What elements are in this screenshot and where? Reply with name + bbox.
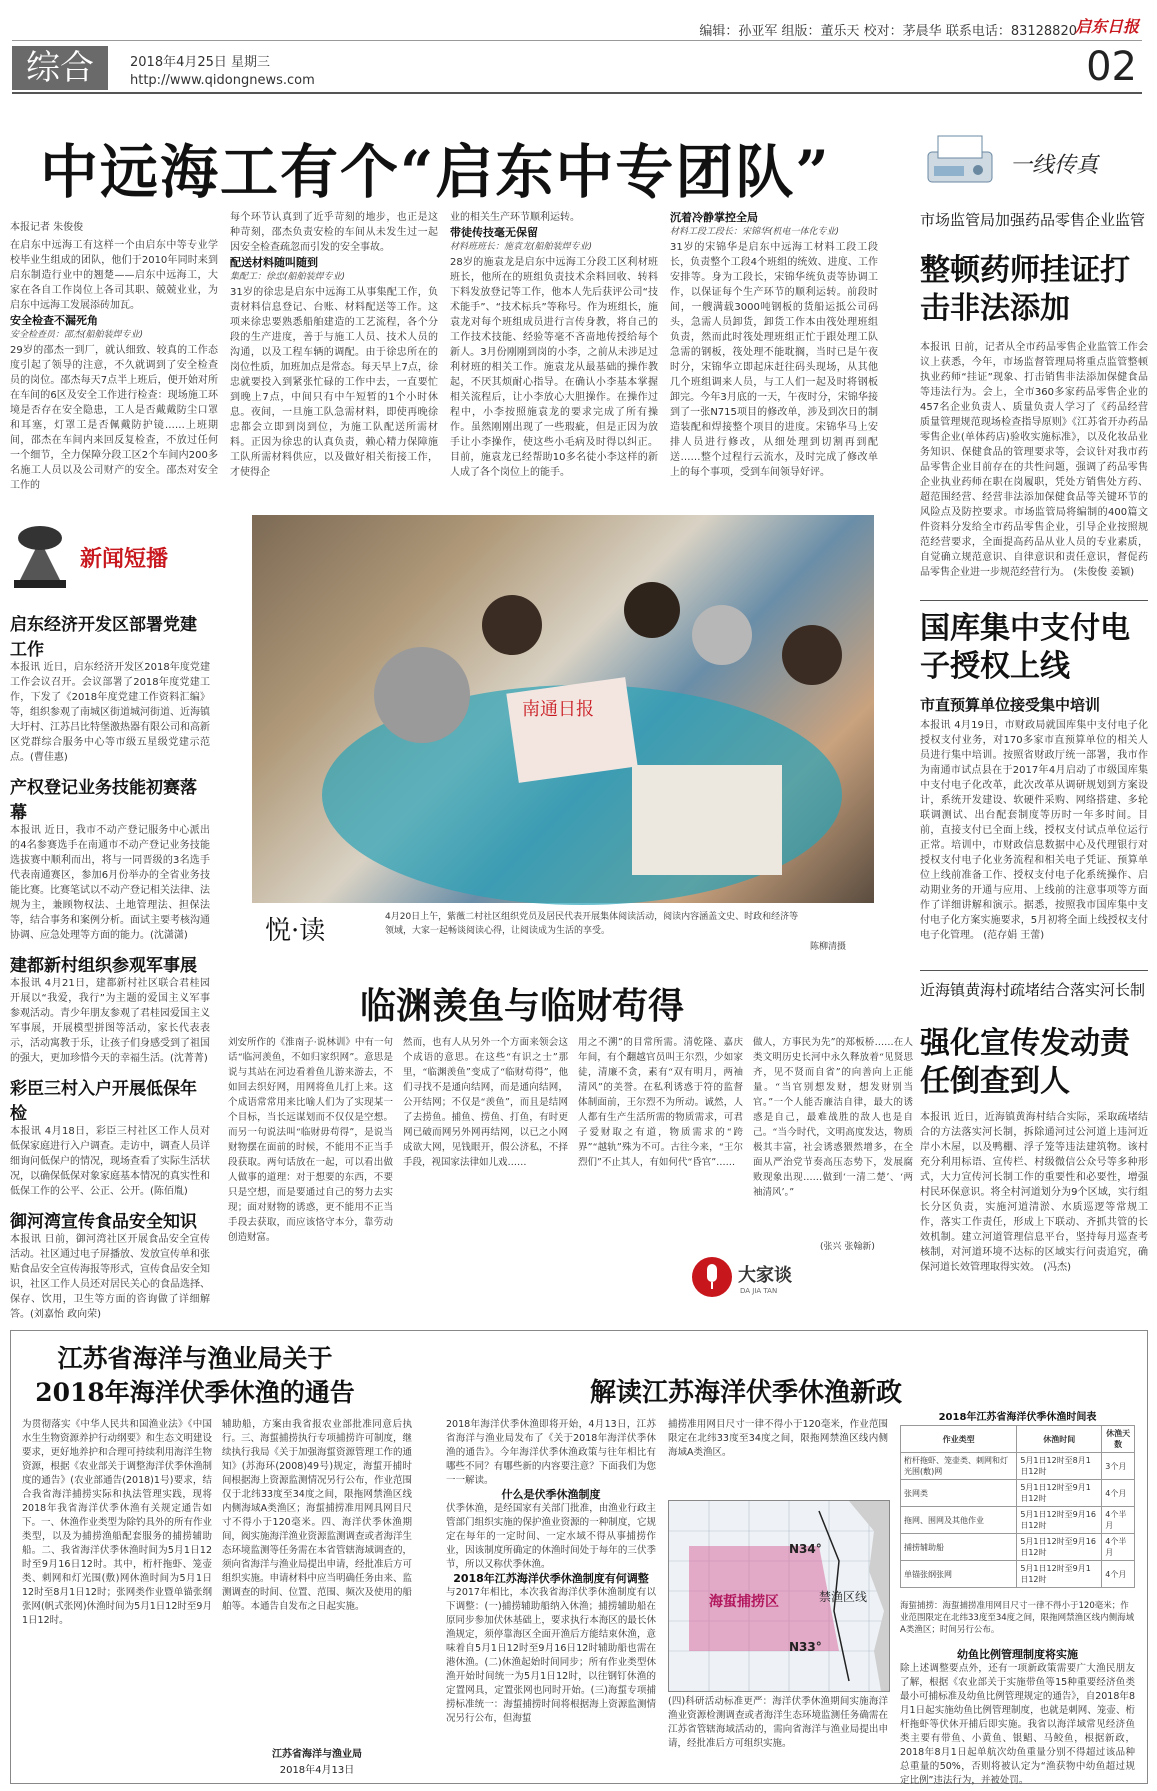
fax-credit: (朱俊俊 姜颖) [1073, 567, 1135, 578]
date-line [130, 54, 315, 90]
treasury-body [920, 718, 1148, 966]
issue-date: 2018年4月25日 星期三 [130, 55, 271, 70]
essay-col-1: 刘安所作的《淮南子·说林训》中有一句话“临河羡鱼，不如归家织网”。意思是说与其站在河边看着鱼儿游来游去，不如回去织好网，用网将鱼儿打上来。这个成语常常用来比喻人们为了实现某一个目标，当长远谋划而不仅仅是空想。而另一句说法叫“临财毋苟得”，是说当财物摆在面前的时候，不能用不正当手段获取。两句话放在一起，可以看出做人做事的道理：对于想要的东西，不要只是空想，而是要通过自己的努力去实现；面对财物的诱惑，更不能用不正当手段去获取，而应该恪守本分，靠劳动创造财富。 [228, 1037, 393, 1243]
brief-item [10, 951, 210, 1066]
section-tag: 综合 [12, 46, 108, 90]
table-cell: 5月1日12时至9月16日12时 [1017, 1507, 1102, 1534]
table-cell: 4个半月 [1102, 1534, 1135, 1561]
fishing-map [668, 1500, 890, 1692]
brief-credit: (刘嘉怡 政向荣) [30, 1309, 101, 1320]
brief-credit: (沈菁菁) [170, 1053, 208, 1064]
table-row [901, 1453, 1135, 1480]
table-row [901, 1480, 1135, 1507]
photo-person [782, 625, 842, 685]
notice-date: 2018年4月13日 [279, 1765, 355, 1776]
explain-q3: 幼鱼比例管理制度将实施 [957, 1648, 1078, 1661]
table-row [901, 1561, 1135, 1588]
lead-subhead-3-person: 材料班班长：施袁龙(船舶装焊专业) [450, 242, 593, 252]
treasury-credit: (范存娟 王蕾) [983, 930, 1045, 941]
table-cell: 拖网、围网及其他作业 [901, 1507, 1017, 1534]
notice-col-2: 辅助船，方案由我省报农业部批准同意后执行。三、海蜇捕捞执行专项捕捞许可制度，继续执行我局《关于加强海蜇资源管理工作的通知》(苏海环(2008)49号)规定，海蜇开捕时间根据海上资源监测情况另行公布，作业范围仅于北纬33度至34度之间，限拖网禁渔区线内侧海域A类渔区；海蜇捕捞准用网具网目尺寸不得小于120毫米。四、海洋伏季休渔期间，阀实施海洋渔业资源监测调查或者海洋生态环境监测等任务需在本省管辖海域调查的，须向省海洋与渔业局提出申请，经批准后方可组织实施。申请材料中应当明确任务由来、监测调查的时间、位置、范围、频次及使用的船舶等。本通告自发布之日起实施。 [222, 1419, 413, 1612]
treasury-kicker: 市直预算单位接受集中培训 [920, 696, 1101, 714]
photo-credit: 陈柳清摄 [810, 942, 847, 952]
fax-banner [920, 130, 1148, 200]
table-cell: 单锚张纲张网 [901, 1561, 1017, 1588]
photo-newspaper [506, 677, 637, 783]
lead-subhead-1: 安全检查不漏死角 [10, 314, 98, 327]
explain-col-1 [446, 1418, 656, 1770]
brief-text: 本报讯 4月21日，建都新村社区联合君桂园开展以“我爱，我行”为主题的爱国主义军事参观活动。青少年朋友参观了君桂园爱国主义军事展，开展模型拼图等活动，家长代表表示，活动寓教于乐，让孩子们身感受到了祖国的强大，更加珍惜今天的幸福生活。(沈菁菁) [10, 978, 210, 1064]
treasury-headline: 国库集中支付电子授权上线 [920, 611, 1130, 684]
closure-table [900, 1425, 1135, 1588]
jinhai-body [920, 1110, 1148, 1320]
notice-issuer: 江苏省海洋与渔业局 [272, 1749, 362, 1760]
newspaper-logo: 启东日报 [1074, 17, 1139, 36]
lead-col-1 [10, 238, 218, 506]
lead-col-4 [670, 210, 878, 506]
table-cell: 5月1日12时至9月16日12时 [1017, 1534, 1102, 1561]
photo-person [692, 605, 752, 665]
brief-title: 产权登记业务技能初赛落幕 [10, 778, 197, 823]
map-label-n33: N33° [789, 1640, 822, 1654]
closure-table-title: 2018年江苏省海洋伏季休渔时间表 [938, 1412, 1097, 1423]
table-cell: 3个月 [1102, 1453, 1135, 1480]
essay-headline: 临渊羡鱼与临财苟得 [360, 985, 685, 1027]
briefs-logo [10, 520, 210, 600]
photo-person [482, 595, 542, 655]
brief-text: 本报讯 日前，御河湾社区开展食品安全宣传活动。社区通过电子屏播放、发放宣传单和张贴食品安全宣传海报等形式，宣传食品安全知识，社区工作人员还对居民关心的食品选择、保存、饮用，卫生等方面的咨询做了详细解答。(刘嘉怡 政向荣) [10, 1234, 210, 1320]
brief-title: 启东经济开发区部署党建工作 [10, 615, 197, 660]
notice-col-1: 为贯彻落实《中华人民共和国渔业法》《中国水生生物资源养护行动纲要》和生态文明建设要求，更好地养护和合理可持续利用海洋生物资源，根据《农业部关于调整海洋伏季休渔制度的通告》(农业部通告(2018)1号)要求，结合我省海洋捕捞实际和执法管理实践，现将2018年我省海洋伏季休渔有关规定通告如下。一、休渔作业类型为除钓具外的所有作业类型，以及为捕捞渔船配套服务的捕捞辅助船。二、我省海洋伏季休渔时间为5月1日12时至9月16日12时。其中，桁杆拖虾、笼壶类、刺网和灯光围(敷)网休渔时间为5月1日12时至8月1日12时；张网类作业暨单锚张纲张网(帆式张网)休渔时间为5月1日12时至9月1日12时。 [22, 1419, 213, 1626]
table-cell: 4个月 [1102, 1480, 1135, 1507]
brief-text: 本报讯 4月18日，彩臣三村社区工作人员对低保家庭进行入户调查。走访中，调查人员详细询问低保户的情况，现场查看了实际生活状况，以确保低保对象家庭基本情况的真实性和低保工作的公平、公正、公开。(陈佰胤) [10, 1126, 210, 1197]
explain-col-3: 除上述调整要点外，还有一项新政策需要广大渔民朋友了解，根据《农业部关于实施带鱼等15种重要经济鱼类最小可捕标准及幼鱼比例管理规定的通告》，自2018年8月1日起实施幼鱼比例管理制度，也就是刺网、笼壶、桁杆拖虾等伏休开捕后即实施。我省以海洋域常见经济鱼类主要有带鱼、小黄鱼、银鲳、马鲛鱼，根据新政，2018年8月1日起单航次幼鱼重量分别不得超过该品种总重量的50%，否则将被认定为“渔获物中幼鱼超过规定比例”违法行为，并被处罚。 [900, 1663, 1135, 1786]
explain-headline: 解读江苏海洋伏季休渔新政 [590, 1378, 903, 1408]
header-rule [12, 40, 1142, 41]
fax-kicker: 市场监管局加强药品零售企业监管 [920, 211, 1146, 229]
editor-credits: 编辑：孙亚军 组版：董乐天 校对：茅晨华 联系电话：83128820 [699, 24, 1077, 39]
treasury-rule [920, 970, 1148, 971]
brief-item [10, 1074, 210, 1199]
page-number: 02 [1086, 44, 1137, 90]
fax-logo: 一线传真 [1010, 153, 1099, 178]
photo-section-label: 悦·读 [265, 916, 326, 946]
lead-col-2-intro: 每个环节认真到了近乎苛刻的地步，也正是这种苛刻，邵杰负责安检的车间从未发生过一起因安全检查疏忽而引发的安全事故。 [230, 212, 438, 253]
photo-scene [252, 515, 874, 903]
microphone-icon [690, 1255, 734, 1299]
table-cell: 5月1日12时至8月1日12时 [1017, 1453, 1102, 1480]
lead-col-2 [230, 210, 438, 506]
table-cell: 4个半月 [1102, 1507, 1135, 1534]
treasury-text: 本报讯 4月19日，市财政局就国库集中支付电子化授权支付业务，对170多家市直预算单位的相关人员进行集中培训。按照省财政厅统一部署，我市作为南通市试点县在于2017年4月启动了市级国库集中支付电子化改革，此次改革从调研规划到方案设计，系统开发建设、软硬件采购、网络搭建、多轮联调测试、出台配套制度等历时一年多时间。目前，直接支付已全面上线，授权支付试点单位运行正常。培训中，市财政信息数据中心及代理银行对授权支付电子化业务流程和相关电子凭证、预算单位上线前准备工作、授权支付电子化系统操作、启动期业务的开通与应用、上线前的注意事项等方面作了详细讲解和演示。据悉，按照我市国库集中支付电子化方案实施要求，5月初将全面上线授权支付电子化管理。 [920, 720, 1148, 941]
brief-item [10, 610, 210, 765]
lead-subhead-1-person: 安全检查员：邵杰(船舶装焊专业) [10, 330, 144, 340]
explain-a1: 伏季休渔，是经国家有关部门批准，由渔业行政主管部门组织实施的保护渔业资源的一种制度，它规定在每年的一定时间、一定水域不得从事捕捞作业，因该制度所确定的休渔时间处于每年的三伏季节，所以又称伏季休渔。 [446, 1503, 656, 1570]
lead-col-3-intro: 业的相关生产环节顺利运转。 [450, 212, 580, 223]
essay-col-2: 然而，也有人从另外一个方面来领会这个成语的意思。在这些“有识之士”那里，“临渊羡鱼”变成了“临财苟得”，他们寻找不是通向结网，而是通向结网，公开结网；不仅是“羡鱼”，而且是结网了去捞鱼。捕鱼、捞鱼、打鱼，有时更网已破而网另外网再结网，以已之小网成欲大网，见钱眼开，假公济私，不择手段，视国家法律如儿戏…… [403, 1037, 568, 1168]
fax-body [920, 340, 1148, 590]
closure-table-header [901, 1426, 1135, 1453]
table-cell: 捕捞辅助船 [901, 1534, 1017, 1561]
lead-headline: 中远海工有个“启东中专团队” [40, 138, 831, 206]
notice-headline: 江苏省海洋与渔业局关于2018年海洋伏季休渔的通告 [35, 1344, 355, 1407]
brief-item [10, 1207, 210, 1322]
fishing-map-drawing [669, 1501, 889, 1691]
table-header-cell: 休渔时间 [1017, 1426, 1102, 1453]
fax-rule [920, 600, 1148, 601]
brief-credit: (沈潇潇) [150, 930, 188, 941]
photo-caption: 4月20日上午，紫薇二村社区组织党员及居民代表开展集体阅读活动，阅读内容涵盖文史、时政和经济等领域，大家一起畅谈阅读心得，让阅读成为生活的享受。 [385, 912, 799, 936]
explain-col-2: 捕捞准用网目尺寸一律不得小于120毫米，作业范围限定在北纬33度至34度之间，限拖网禁渔区线内侧海域A类渔区。 [668, 1419, 888, 1458]
table-cell: 张网类 [901, 1480, 1017, 1507]
table-cell: 4个月 [1102, 1561, 1135, 1588]
photo-newspaper-masthead: 南通日报 [522, 699, 594, 720]
table-row [901, 1507, 1135, 1534]
jinhai-text: 本报讯 近日，近海镇黄海村结合实际，采取疏堵结合的方法落实河长制，拆除通河过公河道上违河近岸小木屋，以及鸭棚、浮子笼等违法建筑物。该村充分利用标语、宣传栏、村级微信公众号等多种形式，大力宣传河长制工作的重要性和必要性，增强村民环保意识。将全村河道划分为9个区域，实行组长分区负责，实施河道清淤、水质巡逻等常规工作，落实工作责任，形成上下联动、齐抓共管的长效机制。建立河道管理信息平台，坚持每月巡查考核制，对河道环境不达标的区域实行问责追究，确保河道长效管理取得实效。 [920, 1112, 1148, 1273]
explain-q1: 什么是伏季休渔制度 [501, 1488, 601, 1501]
brief-item [10, 773, 210, 943]
table-cell: 5月1日12时至9月1日12时 [1017, 1561, 1102, 1588]
lead-col-3-body: 28岁的施袁龙是启东中远海工分段工区利材班班长，他所在的班组负责技术余料回收、转料下料发放登记等工作，他本人先后获评公司“技术能手”、“技术标兵”等称号。作为班组长，施袁龙对每个班组成员进行言传身教，将自己的工作技术技能、经验等毫不吝啬地传授给每个新人。3月份刚刚到岗的小李，之前从未涉足过利材班的相关工作。施袁龙从最基础的操作教起，不厌其烦耐心指导。在确认小李基本掌握相关流程后，让小李放心大胆操作。在操作过程中，小李按照施袁龙的要求完成了所有操作。虽然刚刚出现了一些瑕疵，但是正因为放手让小李操作，使这些小毛病及时得以纠正。目前，施袁龙已经帮助10多名徒小李这样的新人成了各个岗位上的能手。 [450, 257, 658, 478]
photo-person [624, 582, 680, 638]
briefs-list [10, 610, 210, 1320]
brief-credit: (曹佳惠) [30, 752, 68, 763]
explain-intro: 2018年海洋伏季休渔即将开始，4月13日，江苏省海洋与渔业局发布了《关于2018年海洋伏季休渔的通告》。今年海洋伏季休渔政策与往年相比有哪些不同？有哪些新的内容要注意？下面我们为您一一解读。 [446, 1419, 656, 1486]
table-cell: 5月1日12时至9月1日12时 [1017, 1480, 1102, 1507]
column-logo [690, 1255, 810, 1310]
essay-col-3: 用之不溯”的目常所需。清乾隆、嘉庆年间，有个翻越官员叫王尔烈，少如家徒，清廉不贪，素有“双有明月，两袖清风”的美誉。在私利诱惑于符的监督体制面前，王尔烈不为所动。诚然，人人都有生产生活所需的物质需求，可君子爱财取之有道，物质需求的“跨界”“越轨”殊为不可。古往今来，“王尔烈们”不止其人，有如何代“昏官”…… [578, 1037, 743, 1168]
lead-subhead-2-person: 集配工：徐忠(船舶装焊专业) [230, 272, 346, 282]
jinhai-kicker: 近海镇黄海村疏堵结合落实河长制 [920, 981, 1146, 999]
table-header-cell: 作业类型 [901, 1426, 1017, 1453]
gramophone-icon [10, 520, 70, 590]
photo-newspaper [632, 765, 782, 875]
lead-col-1-body: 29岁的邵杰一到厂，就认细致、较真的工作态度引起了领导的注意，不久就调到了安全检查员的岗位。邵杰每天7点半上班后，便开始对所在车间的6区及安全工作进行检查：现场施工环境是否存在安全隐患，工人是否戴戴防尘口罩和耳塞，灯罩工是否佩戴防护镜……上班期间，邵杰在车间内来回反复检查，不放过任何一个细节，全力保障分段工区2个车间内200多名施工人员以及公司财产的安全。邵杰对安全工作的 [10, 345, 218, 491]
fax-text: 本报讯 日前，记者从全市药品零售企业监管工作会议上获悉，今年，市场监督管理局将重点监管整顿执业药师“挂证”现象、打击销售非法添加保健食品等违法行为。会上，全市360多家药品零售企业的457名企业负责人、质量负责人学习了《药品经营质量管理规范现场检查指导原则》《江苏省开办药品零售企业(单体药店)验收实施标准》，以及化妆品业务知识、保健食品的管理要求等，会议针对我市药品零售企业目前存在的共性问题，强调了药品零售企业执业药师在职在岗履职，凭处方销售处方药、超范围经营、经营非法添加保健食品等关键环节的风险点及防控要求。市场监管局将编制的400篇文件资料分发给全市药品零售企业，引导企业按照规范经营要求，全面提高药品从业人员的专业素质，自觉确立规范意识、自律意识和责任意识，督促药品零售企业进一步规范经营行为。 [920, 342, 1148, 578]
map-label-n34: N34° [789, 1542, 822, 1556]
explain-q2: 2018年江苏海洋伏季休渔制度有何调整 [453, 1572, 649, 1585]
map-label-area: 海蜇捕捞区 [709, 1594, 779, 1610]
fax-machine-icon [920, 130, 1000, 190]
brief-text: 本报讯 近日，我市不动产登记服务中心派出的4名参赛选手在南通市不动产登记业务技能选拔赛中顺利而出，将与一同晋级的3名选手代表南通赛区，参加6月份举办的全省业务技能比赛。比赛笔试以不动产登记相关法律、法规为主，兼顾物权法、土地管理法、担保法等，结合事务和案例分析。面试主要考核沟通协调、应急处理等方面的能力。(沈潇潇) [10, 825, 210, 941]
map-label-boundary: 禁渔区线 [819, 1590, 868, 1604]
brief-credit: (陈佰胤) [150, 1186, 188, 1197]
lead-intro: 在启东中远海工有这样一个由启东中等专业学校毕业生组成的团队，他们于2010年同时来到启东制造行业中的翘楚——启东中远海工，大家在各自工作岗位上各司其职、兢兢业业，为启东中远海工发展添砖加瓦。 [10, 240, 218, 311]
lead-subhead-2: 配送材料随叫随到 [230, 256, 318, 269]
column-logo-text: 大家谈 [738, 1265, 792, 1286]
lead-subhead-4: 沉着冷静掌控全局 [670, 211, 758, 224]
website-link[interactable]: http://www.qidongnews.com [130, 73, 315, 88]
brief-title: 彩臣三村入户开展低保年检 [10, 1079, 197, 1124]
explain-a2: 与2017年相比，本次我省海洋伏季休渔制度有以下调整：(一)捕捞辅助船纳入休渔；捕捞辅助船在原同步参加伏休基础上，要求执行本海区的最长休渔规定，须停靠海区全面开渔后方能结束休渔，意味着自5月1日12时至9月16日12时辅助船也需在港休渔。(二)休渔起始时间同步；所有作业类型休渔开始时间统一为5月1日12时，以往钢钉休渔的定置网具，定置张网也同时开始。(三)海蜇专项捕捞标准统一：海蜇捕捞时间将根据海上资源监测情况另行公布，但海蜇 [446, 1587, 656, 1724]
jinhai-credit: (冯杰) [1043, 1262, 1071, 1273]
lead-subhead-3: 带徒传技毫无保留 [450, 226, 538, 239]
photo-person [374, 647, 470, 743]
briefs-logo-text: 新闻短播 [80, 546, 169, 572]
lead-col-4-body: 31岁的宋锦华是启东中远海工材料工段工段长，负责整个工段4个班组的统效、进度、工作安排等。身为工段长，宋锦华统负责等协调工作，以保证每个生产环节的顺利运转。前段时间，一艘满载3000吨钢板的货船运抵公司码头，急需人员卸货，卸货工作本由筏处理班组负责，然而此时筏处理班组正忙于跟处理工队急需的钢板，筏处理不能耽搁，当时已是午夜时分，宋锦华立即起床赶往码头现场，从其他几个班组调来人员，与工人们一起及时将钢板卸完。今年3月底的一天，午夜时分，宋锦华接到了一张N715项目的修改单，涉及到次日的制造装配和焊接整个项目的进度。宋锦华马上安排人员进行修改，从细处理到切割再到配送……整个过程行云流水，及时完成了修改单上的每个事项，受到车间领导好评。 [670, 242, 878, 478]
table-cell: 桁杆拖虾、笼壶类、刺网和灯光围(敷)网 [901, 1453, 1017, 1480]
fax-headline: 整顿药师挂证打击非法添加 [920, 253, 1130, 326]
lead-col-3 [450, 210, 658, 506]
lead-subhead-4-person: 材料工段工段长：宋锦华(机电一体化专业) [670, 227, 840, 237]
brief-text: 本报讯 近日，启东经济开发区2018年度党建工作会议召开。会议部署了2018年度党建工作，下发了《2018年度党建工作资料汇编》等，组织参观了南城区街道城河街道、近海镇大圩村、江苏吕比特堡激热器有限公司和高新区党群综合服务中心等市级五星级党建示范点。(曹佳惠) [10, 662, 210, 763]
explain-col-2b: (四)科研活动标准更严：海洋伏季休渔期间实施海洋渔业资源检测调查或者海洋生态环境监测任务确需在江苏省管辖海域活动的，需向省海洋与渔业局提出申请，经批准后方可组织实施。 [668, 1696, 888, 1749]
essay-col-4: 做人，方事民为先”的郑板桥……在人类文明历史长河中永久释放着“见贤思齐，见不贤而自省”的向善向上正能量。“当官别想发财，想发财别当官。”一个人能否廉洁自律，最大的诱惑是自己，最难战胜的敌人也是自己。“当今时代，文明高度发达，物质极其丰富，社会诱惑猥然增多，在全面从严治党节奏高压态势下，发展腐败现象出现……做到‘一清二楚’、‘两袖清风’。” [753, 1037, 913, 1198]
top-rule [12, 92, 1142, 94]
reading-photo [252, 515, 874, 903]
lead-col-2-body: 31岁的徐忠是启东中远海工从事集配工作，负责材料信息登记、台账、材料配送等工作。这项来徐忠要熟悉船舶建造的工艺流程，各个分段的生产进度，善于与施工人员、技术人员的沟通，以及工程车辆的调配。由于徐忠所在的岗位性质，加班加点是常态。每天早上7点，徐忠就要投入到紧张忙碌的工作中去，一直要忙到晚上7点，中间只有中午短暂的1个小时休息。夜间，一旦施工队急需材料，即使再晚徐忠都会立即到岗到位，为施工队配送所需材料。正因为徐忠的认真负责，赖心精力保障施工队所需材料供应，以及做好相关衔接工作，才使得企 [230, 287, 438, 478]
column-logo-pinyin: DA JIA TAN [740, 1287, 778, 1295]
table-row [901, 1534, 1135, 1561]
lead-byline: 本报记者 朱俊俊 [10, 222, 84, 233]
essay-credit: (张兴 张翰新) [820, 1242, 875, 1252]
brief-title: 御河湾宣传食品安全知识 [10, 1212, 197, 1232]
brief-title: 建都新村组织参观军事展 [10, 956, 197, 976]
jinhai-headline: 强化宣传发动责任倒查到人 [920, 1026, 1130, 1099]
table-header-cell: 休渔天数 [1102, 1426, 1135, 1453]
closure-table-note: 海蜇捕捞：海蜇捕捞准用网目尺寸一律不得小于120毫米；作业范围限定在北纬33度至34度之间，限拖网禁渔区线内侧海域A类渔区；时间另行公布。 [900, 1601, 1135, 1635]
